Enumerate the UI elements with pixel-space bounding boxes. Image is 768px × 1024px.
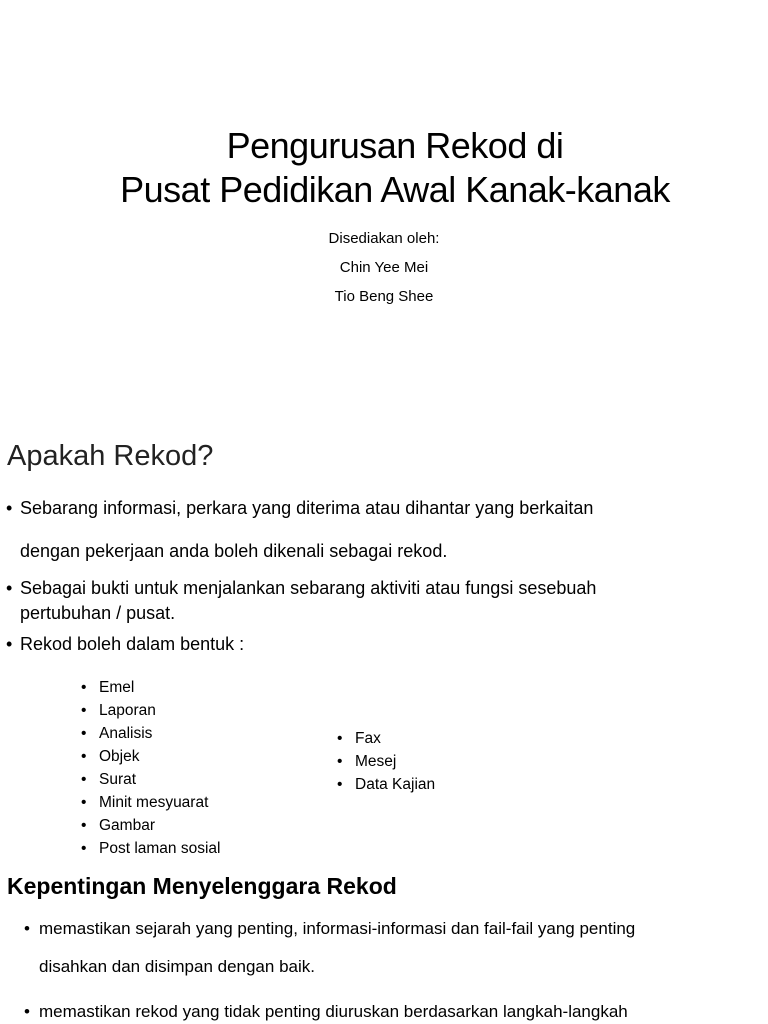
bullet-item: [24, 1001, 744, 1023]
bullet-dot: •: [81, 679, 87, 696]
bullet-dot: •: [81, 702, 87, 719]
bullet-dot: •: [81, 748, 87, 765]
bullet-dot: •: [81, 794, 87, 811]
list-item: [337, 750, 435, 773]
bullet-dot: •: [6, 578, 13, 598]
list-item-text: Fax: [355, 730, 381, 747]
list-item: [81, 699, 220, 722]
bullet-dot: •: [337, 776, 343, 793]
record-forms-list-1: [81, 676, 220, 860]
author-name: Chin Yee Mei: [339, 259, 429, 276]
bullet-dot: •: [81, 725, 87, 742]
bullet-dot: •: [6, 634, 13, 654]
list-item-text: Data Kajian: [355, 776, 436, 793]
bullet-text: memastikan rekod yang tidak penting diuruskan berdasarkan langkah-langkah: [39, 1002, 628, 1021]
bullet-item: [6, 497, 746, 562]
list-item-text: Mesej: [355, 753, 397, 770]
section-heading-what-is-record: Apakah Rekod?: [7, 440, 214, 472]
list-item-text: Post laman sosial: [99, 840, 221, 857]
list-item-text: Analisis: [99, 725, 153, 742]
presenters-block: [0, 228, 768, 315]
bullet-dot: •: [337, 753, 343, 770]
bullet-text-continued: pertubuhan / pusat.: [20, 603, 176, 623]
record-forms-list-2: [337, 727, 435, 796]
list-item: [81, 722, 220, 745]
section-heading-importance: Kepentingan Menyelenggara Rekod: [7, 873, 397, 899]
bullet-text: memastikan sejarah yang penting, informasi-informasi dan fail-fail yang penting: [39, 919, 636, 938]
bullet-dot: •: [81, 840, 87, 857]
title-line-2: Pusat Pedidikan Awal Kanak-kanak: [120, 169, 670, 210]
bullet-dot: •: [81, 771, 87, 788]
title-block: [0, 124, 768, 212]
list-item-text: Objek: [99, 748, 140, 765]
bullet-item: [24, 918, 744, 978]
list-item: [81, 791, 220, 814]
list-item-text: Surat: [99, 771, 137, 788]
bullet-dot: •: [6, 498, 13, 518]
list-item: [81, 837, 220, 860]
bullet-dot: •: [337, 730, 343, 747]
bullet-text-continued: disahkan dan disimpan dengan baik.: [39, 957, 315, 976]
list-item-text: Emel: [99, 679, 135, 696]
list-item: [81, 814, 220, 837]
list-item-text: Gambar: [99, 817, 155, 834]
list-item: [81, 676, 220, 699]
bullet-item: [6, 633, 746, 655]
list-item: [81, 745, 220, 768]
author-name: Tio Beng Shee: [334, 288, 434, 305]
list-item: [337, 773, 435, 796]
bullet-dot: •: [81, 817, 87, 834]
list-item: [81, 768, 220, 791]
title-line-1: Pengurusan Rekod di: [226, 125, 564, 166]
bullet-dot: •: [24, 1002, 30, 1021]
prepared-by-label: Disediakan oleh:: [328, 230, 440, 247]
bullet-text: Sebagai bukti untuk menjalankan sebarang aktiviti atau fungsi sesebuah: [20, 578, 597, 598]
bullet-item: [6, 577, 746, 624]
list-item-text: Laporan: [99, 702, 156, 719]
list-item-text: Minit mesyuarat: [99, 794, 209, 811]
bullet-text: Rekod boleh dalam bentuk :: [20, 634, 245, 654]
list-item: [337, 727, 435, 750]
bullet-text: Sebarang informasi, perkara yang diterima atau dihantar yang berkaitan: [20, 498, 594, 518]
bullet-dot: •: [24, 919, 30, 938]
bullet-text-continued: dengan pekerjaan anda boleh dikenali sebagai rekod.: [20, 541, 448, 561]
